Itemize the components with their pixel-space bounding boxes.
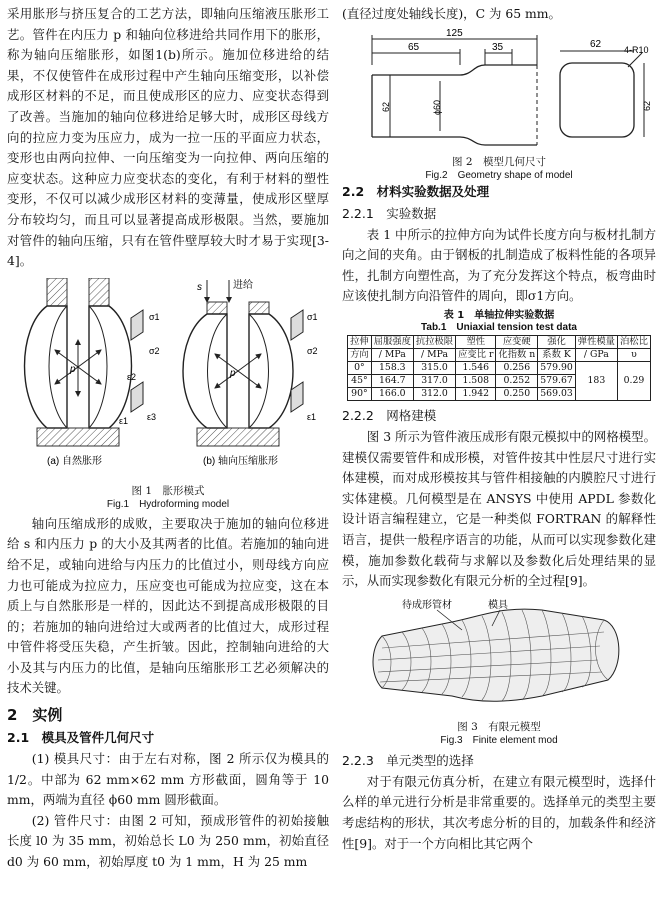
poisson-cell: 0.29 [617,361,650,400]
feed-s-label-1: s [197,281,202,293]
sigma1-label: σ1 [149,311,160,322]
header-cell: / GPa [575,348,617,361]
table-cell: 158.3 [371,361,413,374]
table-cell: 166.0 [371,387,413,400]
table-cell: 317.0 [413,374,455,387]
table-caption-en: Tab.1 Uniaxial tension test data [421,321,577,333]
header-cell: / MPa [371,348,413,361]
modulus-cell: 183 [575,361,617,400]
geometry-drawing [342,25,656,149]
tension-data-table [347,335,651,401]
table-cell: 315.0 [413,361,455,374]
header-cell: 泊松比 [617,335,650,348]
hydroforming-diagram [7,278,329,478]
pressure-label-b: p [230,367,236,379]
eps1-label-b: ε1 [307,411,317,422]
fem-mesh-drawing [342,596,656,714]
paragraph: (直径过度处轴线长度)，C 为 65 mm。 [342,6,561,21]
header-cell: 塑性 [456,335,496,348]
dim-r10: 4-R10 [624,44,649,55]
sigma2-label-b: σ2 [307,345,318,356]
header-cell: υ [617,348,650,361]
section-heading: 2 实例 [7,706,63,725]
sigma1-label-b: σ1 [307,311,318,322]
subsubsection-heading: 2.2.1 实验数据 [342,205,437,221]
subsubsection-heading: 2.2.3 单元类型的选择 [342,752,474,768]
figure-1-caption: 图 1 胀形模式 [131,485,205,498]
header-cell: 应变硬 [496,335,538,348]
figure-2-caption-en: Fig.2 Geometry shape of model [425,170,573,182]
header-cell: 化指数 n [496,348,538,361]
table-cell: 90° [348,387,372,400]
sigma2-label: σ2 [149,345,160,356]
header-cell: / MPa [413,348,455,361]
table-cell: 569.03 [538,387,576,400]
figure-1-caption-en: Fig.1 Hydroforming model [106,499,230,511]
paragraph: 采用胀形与挤压复合的工艺方法，即轴向压缩液压胀形工艺。管件在内压力 p 和轴向位移进给共同作用下的胀形，称为轴向压缩胀形，如图1(b)所示。施加位移进给的结果，不仅使管件在成形过程中产生轴向压缩变形，以补偿成形区材料的不足，而且使成形区的应力、应变状态得到了改善。当施加的轴向位移进给足够大时，成形区母线方向的拉应力变为压应力，成为一拉一压的平面应力状态，变形也由两向拉伸、一向压缩变为一向拉伸、两向压缩的应变状态。这种应力应变状态的变化，有利于材料的塑性变形，不仅可以减少成形区材料的变薄量，使成形区壁厚分布较均匀，而且可以显著提高成形极限。当然，要施加对管件的轴向压缩，只有在管件壁厚较大时才易于实现[3-4]。 [7,6,329,269]
dim-phi60: ϕ60 [432,99,442,115]
dim-62-right: 62 [642,100,652,111]
dim-65: 65 [408,41,420,53]
header-cell: 拉伸 [348,335,372,348]
fem-label-tube: 待成形管材 [402,599,452,611]
subsubsection-heading: 2.2.2 网格建模 [342,407,437,423]
table-cell: 1.546 [456,361,496,374]
table-cell: 0.250 [496,387,538,400]
natural-bulge-sketch [25,278,160,446]
table-cell: 579.90 [538,361,576,374]
right-column [342,4,656,854]
figure-3-caption-en: Fig.3 Finite element mod [440,735,558,747]
eps3-label: ε3 [147,411,157,422]
paragraph: 轴向压缩成形的成败，主要取决于施加的轴向位移进给 s 和内压力 p 的大小及其两者的比值。若施加的轴向进给不足，或轴向进给与内压力的比值过小，则母线方向应力也可能成为拉应力，压应变也可能成为拉应变，这在本质上与自然胀形是一样的，因此达不到提高成形极限的目的；若施加的轴向进给过大或两者的比值过大，成形过程中管件将受压失稳，产生折皱。因此，控制轴向进给的大小及其与内压力的比值，是轴向压缩胀形工艺必须解决的技术关键。 [7,515,329,696]
figure-2 [342,25,656,182]
dim-62-top: 62 [590,38,602,50]
table-cell: 1.508 [456,374,496,387]
figure-1 [7,278,329,510]
figure-3-caption: 图 3 有限元模型 [457,721,541,734]
axial-compression-sketch [183,278,318,446]
table-cell: 0° [348,361,372,374]
pressure-label-a: p [70,363,76,375]
header-cell: 抗拉极限 [413,335,455,348]
header-cell: 系数 K [538,348,576,361]
table-cell: 0.256 [496,361,538,374]
subcaption-b: (b) 轴向压缩胀形 [203,455,278,467]
subcaption-a: (a) 自然胀形 [47,455,102,467]
table-row [348,361,651,374]
paragraph: (2) 管件尺寸：由图 2 可知，预成形管件的初始接触长度 l0 为 35 mm，初始总长 L0 为 250 mm，初始直径 d0 为 60 mm，初始厚度 t0 为 1 mm，H 为 25 mm [7,812,329,870]
table-header-row [348,335,651,348]
paragraph: 表 1 中所示的拉伸方向为试件长度方向与板材扎制方向之间的夹角。由于钢板的扎制造成了板料性能的各项异性，扎制方向塑性高，为了充分发挥这个特点，板弯曲时应该使扎制方向沿管件的周向，即σ1方向。 [342,226,656,304]
header-cell: 强化 [538,335,576,348]
dim-125: 125 [446,27,463,39]
fem-label-die: 模具 [488,599,508,611]
header-cell: 屈服强度 [371,335,413,348]
table-cell: 0.252 [496,374,538,387]
table-header-row [348,348,651,361]
table-cell: 1.942 [456,387,496,400]
left-column [7,4,329,873]
dim-35: 35 [492,41,504,53]
subsection-heading: 2.2 材料实验数据及处理 [342,183,490,199]
paragraph: 图 3 所示为管件液压成形有限元模拟中的网格模型。建模仅需要管件和成形模，对管件按其中性层尺寸进行实体建模，而对成形模按其与管件相接触的内膜腔尺寸进行实体建模。几何模型是在 ANSYS 中使用 APDL 参数化设计语言编程建立，它是一种类似 FORTRAN 的解释性语言，提供一般程序语言的功能，从而可以实现参数化建模，施加参数化载荷与求解以及参数化后处理结果的显示，从而实现参数化有限元分析的全过程[9]。 [342,428,656,589]
table-caption: 表 1 单轴拉伸实验数据 [443,309,555,321]
paragraph: (1) 模具尺寸：由于左右对称，图 2 所示仅为模具的 1/2。中部为 62 mm×62 mm 方形截面，圆角等于 10 mm，两端为直径 ϕ60 mm 圆形截面。 [7,751,329,808]
paragraph: 对于有限元仿真分析，在建立有限元模型时，选择什么样的单元进行分析是非常重要的。选择单元的类型主要考虑结构的形状，其次考虑分析的目的，加载条件和经济性[9]。对于一个方向相比其它两个 [342,773,656,851]
figure-2-caption: 图 2 模型几何尺寸 [451,156,547,169]
table-cell: 312.0 [413,387,455,400]
table-cell: 164.7 [371,374,413,387]
header-cell: 方向 [348,348,372,361]
eps2-label: ε2 [127,371,137,382]
table-cell: 579.67 [538,374,576,387]
header-cell: 弹性模量 [575,335,617,348]
header-cell: 应变比 r [456,348,496,361]
dim-62-vertical: 62 [381,101,391,112]
table-cell: 45° [348,374,372,387]
subsection-heading: 2.1 模具及管件几何尺寸 [7,730,155,746]
feed-label: 进给 [233,279,253,291]
figure-3 [342,596,656,747]
eps1-label: ε1 [119,415,129,426]
